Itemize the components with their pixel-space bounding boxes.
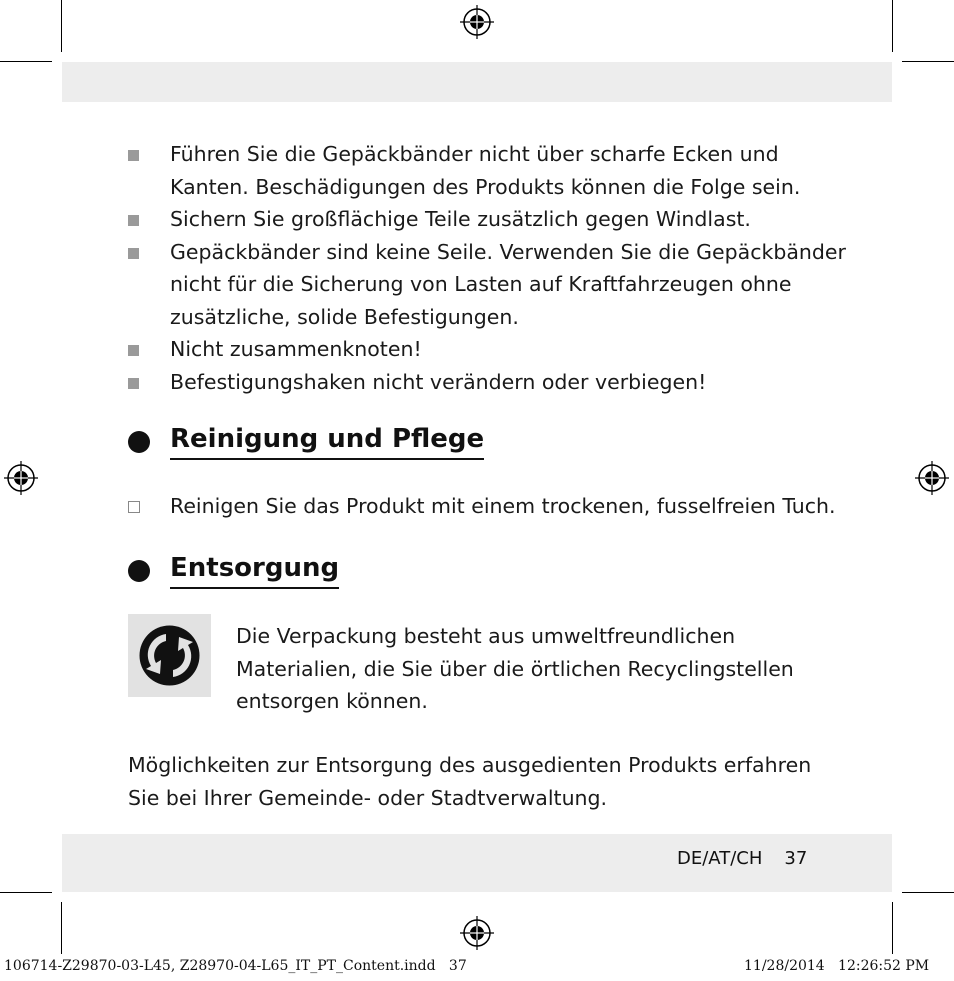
crop-mark <box>902 892 954 893</box>
crop-mark <box>0 892 52 893</box>
heading-dot-icon <box>128 560 150 582</box>
registration-mark-icon <box>4 461 38 495</box>
disposal-info-text: Möglichkeiten zur Entsorgung des ausgedienten Produkts erfahren Sie bei Ihrer Gemeinde- oder Stadtverwaltung. <box>128 753 812 810</box>
header-band <box>62 62 892 102</box>
square-bullet-icon <box>128 248 139 259</box>
crop-mark <box>0 61 52 62</box>
file-slug: 106714-Z29870-03-L45, Z28970-04-L65_IT_PT_Content.indd 37 <box>4 958 467 974</box>
packaging-text: Die Verpackung besteht aus umweltfreundlichen Materialien, die Sie über die örtlichen Recyclingstellen entsorgen können. <box>236 624 794 713</box>
square-bullet-icon <box>128 215 139 226</box>
recycling-symbol <box>128 614 211 697</box>
disposal-heading-text: Entsorgung <box>170 553 339 589</box>
caution-text: Befestigungshaken nicht verändern oder verbiegen! <box>170 369 707 394</box>
cleaning-step <box>128 490 836 522</box>
list-item <box>128 366 848 399</box>
cleaning-heading <box>128 424 484 460</box>
page-footer <box>677 848 807 869</box>
list-item <box>128 203 848 236</box>
page-number: 37 <box>784 848 808 869</box>
list-item <box>128 236 848 334</box>
disposal-heading <box>128 553 339 589</box>
crop-mark <box>61 0 62 52</box>
caution-text: Nicht zusammenknoten! <box>170 337 422 361</box>
caution-list <box>128 138 848 398</box>
list-item <box>128 333 848 366</box>
list-item <box>128 138 848 203</box>
green-dot-recycling-icon <box>128 614 211 697</box>
checkbox-icon <box>128 501 140 513</box>
crop-mark <box>61 902 62 954</box>
region-label: DE/AT/CH <box>677 848 763 869</box>
caution-text: Sichern Sie großflächige Teile zusätzlich gegen Windlast. <box>170 207 751 231</box>
registration-mark-icon <box>460 5 494 39</box>
square-bullet-icon <box>128 345 139 356</box>
crop-mark <box>902 61 954 62</box>
caution-text: Führen Sie die Gepäckbänder nicht über scharfe Ecken und Kanten. Beschädigungen des Produkts können die Folge sein. <box>170 142 801 199</box>
caution-text: Gepäckbänder sind keine Seile. Verwenden Sie die Gepäckbänder nicht für die Sicherung von Lasten auf Kraftfahrzeugen ohne zusätzliche, solide Befestigungen. <box>170 239 846 329</box>
square-bullet-icon <box>128 378 139 389</box>
registration-mark-icon <box>460 916 494 950</box>
registration-mark-icon <box>915 461 949 495</box>
crop-mark <box>892 0 893 52</box>
crop-mark <box>892 902 893 954</box>
cleaning-step-text: Reinigen Sie das Produkt mit einem trockenen, fusselfreien Tuch. <box>170 494 836 518</box>
timestamp-slug: 11/28/2014 12:26:52 PM <box>744 958 930 974</box>
heading-dot-icon <box>128 431 150 453</box>
square-bullet-icon <box>128 150 139 161</box>
cleaning-heading-text: Reinigung und Pflege <box>170 424 484 460</box>
